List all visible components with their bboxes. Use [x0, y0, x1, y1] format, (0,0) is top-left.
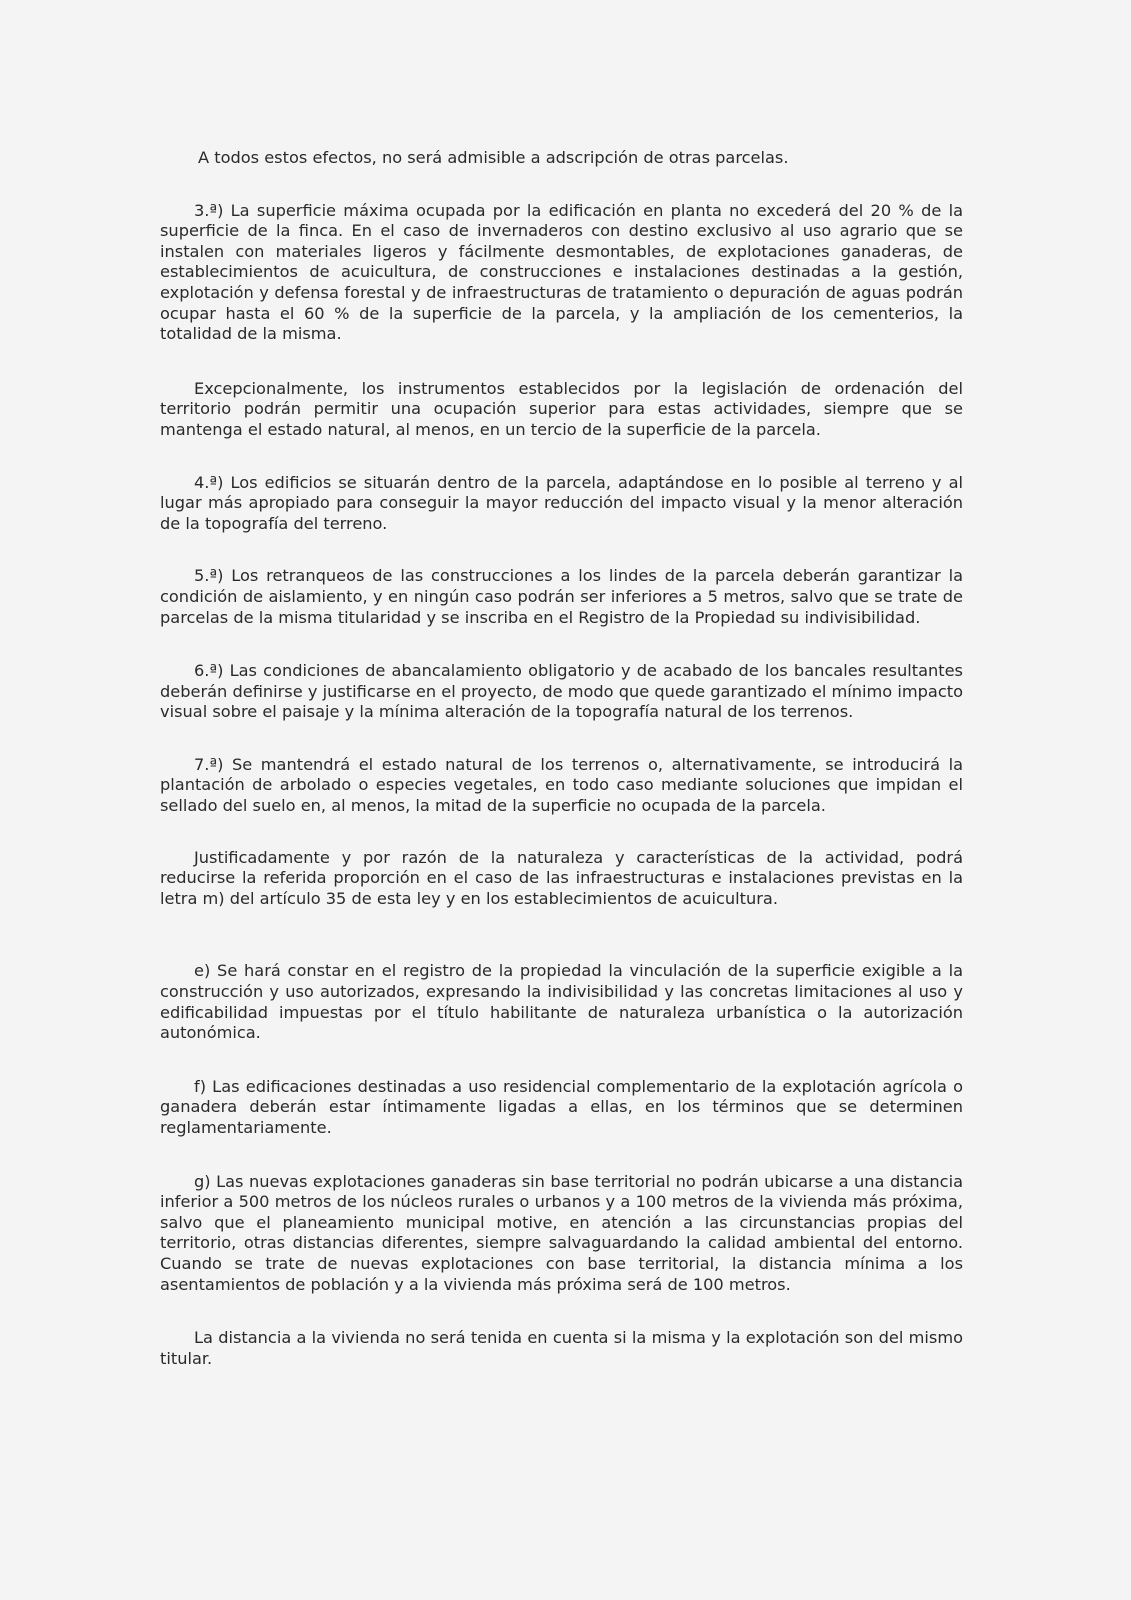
paragraph-rule-6: 6.ª) Las condiciones de abancalamiento obligatorio y de acabado de los bancales resultantes deberán definirse y justificarse en el proyecto, de modo que quede garantizado el mínimo impacto visual sobre el paisaje y la mínima alteración de la topografía natural de los terrenos.	[160, 661, 963, 722]
paragraph-item-f: f) Las edificaciones destinadas a uso residencial complementario de la explotación agrícola o ganadera deberán estar íntimamente ligadas a ellas, en los términos que se determinen reglamentariamente.	[160, 1076, 963, 1137]
paragraph-item-g-distance: La distancia a la vivienda no será tenida en cuenta si la misma y la explotación son del mismo titular.	[160, 1328, 963, 1368]
paragraph-rule-7-justification: Justificadamente y por razón de la naturaleza y características de la actividad, podrá reducirse la referida proporción en el caso de las infraestructuras e instalaciones previstas en la letra m) del artículo 35 de esta ley y en los establecimientos de acuicultura.	[160, 847, 963, 908]
paragraph-rule-3: 3.ª) La superficie máxima ocupada por la edificación en planta no excederá del 20 % de la superficie de la finca. En el caso de invernaderos con destino exclusivo al uso agrario que se instalen con materiales ligeros y fácilmente desmontables, de explotaciones ganaderas, de establecimientos de acuicultura, de construcciones e instalaciones destinadas a la gestión, explotación y defensa forestal y de infraestructuras de tratamiento o depuración de aguas podrán ocupar hasta el 60 % de la superficie de la parcela, y la ampliación de los cementerios, la totalidad de la misma.	[160, 200, 963, 344]
paragraph-intro: A todos estos efectos, no será admisible a adscripción de otras parcelas.	[198, 148, 789, 167]
paragraph-rule-3-exception: Excepcionalmente, los instrumentos establecidos por la legislación de ordenación del territorio podrán permitir una ocupación superior para estas actividades, siempre que se mantenga el estado natural, al menos, en un tercio de la superficie de la parcela.	[160, 378, 963, 439]
paragraph-item-e: e) Se hará constar en el registro de la propiedad la vinculación de la superficie exigible a la construcción y uso autorizados, expresando la indivisibilidad y las concretas limitaciones al uso y edificabilidad impuestas por el título habilitante de naturaleza urbanística o la autorización autonómica.	[160, 961, 963, 1043]
paragraph-rule-5: 5.ª) Los retranqueos de las construcciones a los lindes de la parcela deberán garantizar la condición de aislamiento, y en ningún caso podrán ser inferiores a 5 metros, salvo que se trate de parcelas de la misma titularidad y se inscriba en el Registro de la Propiedad su indivisibilidad.	[160, 566, 963, 627]
paragraph-item-g: g) Las nuevas explotaciones ganaderas sin base territorial no podrán ubicarse a una distancia inferior a 500 metros de los núcleos rurales o urbanos y a 100 metros de la vivienda más próxima, salvo que el planeamiento municipal motive, en atención a las circunstancias propias del territorio, otras distancias diferentes, siempre salvaguardando la calidad ambiental del entorno. Cuando se trate de nuevas explotaciones con base territorial, la distancia mínima a los asentamientos de población y a la vivienda más próxima será de 100 metros.	[160, 1171, 963, 1294]
paragraph-rule-4: 4.ª) Los edificios se situarán dentro de la parcela, adaptándose en lo posible al terreno y al lugar más apropiado para conseguir la mayor reducción del impacto visual y la menor alteración de la topografía del terreno.	[160, 472, 963, 533]
paragraph-rule-7: 7.ª) Se mantendrá el estado natural de los terrenos o, alternativamente, se introducirá la plantación de arbolado o especies vegetales, en todo caso mediante soluciones que impidan el sellado del suelo en, al menos, la mitad de la superficie no ocupada de la parcela.	[160, 754, 963, 816]
